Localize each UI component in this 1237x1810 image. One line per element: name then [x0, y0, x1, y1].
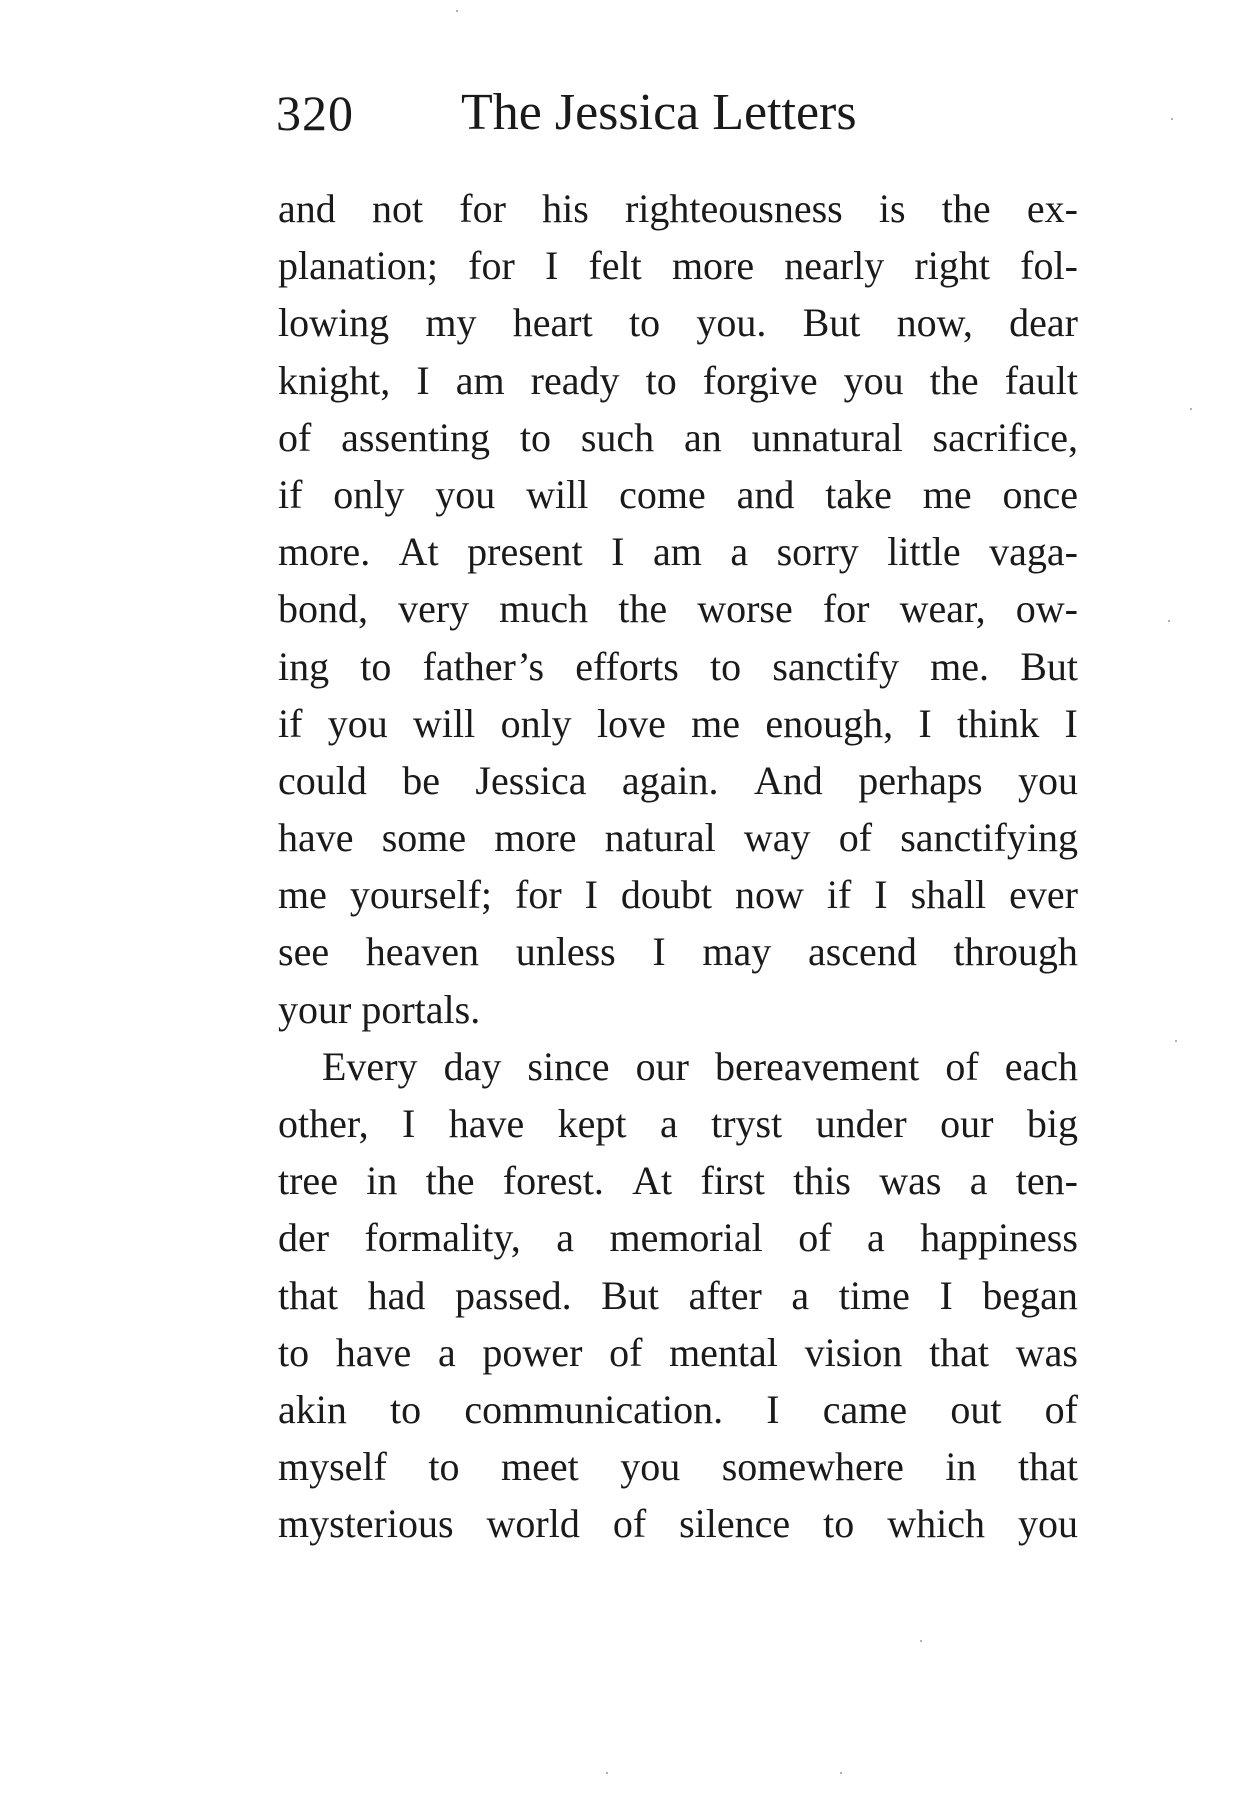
word: ten- — [1015, 1158, 1078, 1204]
word: unnatural — [751, 414, 903, 460]
word: very — [398, 586, 470, 632]
word: for — [468, 243, 515, 289]
word: to — [278, 1329, 310, 1375]
word: natural — [604, 815, 716, 861]
word: sanctify — [772, 643, 899, 689]
text-line — [278, 180, 1078, 237]
word: and — [736, 471, 795, 517]
paper-speck — [1171, 118, 1173, 120]
text-line — [278, 866, 1078, 923]
word: But — [802, 300, 861, 346]
word: of — [609, 1329, 643, 1375]
word: came — [822, 1386, 908, 1432]
text-line — [278, 1209, 1078, 1266]
word: nearly — [784, 243, 885, 289]
word: planation; — [278, 243, 438, 289]
word: to — [710, 643, 742, 689]
word: now, — [896, 300, 973, 346]
word: bereavement — [714, 1043, 920, 1089]
word: At — [398, 529, 439, 575]
word: the — [618, 586, 668, 632]
page-number: 320 — [276, 85, 354, 141]
word: I — [939, 1272, 953, 1318]
word: father’s — [422, 643, 545, 689]
word: heaven — [365, 929, 480, 975]
text-line — [278, 1324, 1078, 1381]
word: der — [278, 1215, 330, 1261]
word: only — [500, 700, 572, 746]
word: after — [688, 1272, 762, 1318]
word: doubt — [620, 872, 713, 918]
word: if — [826, 872, 852, 918]
word: the — [941, 186, 991, 231]
text-line — [278, 809, 1078, 866]
word: ascend — [807, 929, 917, 975]
word: was — [879, 1158, 942, 1204]
word: you — [620, 1444, 681, 1490]
word: At — [632, 1158, 673, 1204]
text-line-paragraph-start — [278, 1038, 1078, 1095]
word: have — [448, 1101, 525, 1146]
word: wear, — [899, 586, 986, 632]
word: dear — [1009, 300, 1078, 346]
word: of — [1044, 1386, 1078, 1432]
word: you — [1017, 757, 1078, 803]
word: mental — [669, 1329, 778, 1375]
word: was — [1015, 1329, 1078, 1375]
word: am — [652, 529, 702, 575]
word: me — [922, 471, 972, 517]
word: to — [628, 300, 661, 346]
text-line-paragraph-end: your portals. — [278, 986, 481, 1032]
word: ready — [530, 357, 620, 403]
text-line — [278, 1438, 1078, 1495]
word: yourself; — [349, 872, 493, 918]
text-line — [278, 752, 1078, 809]
page-header — [276, 78, 1076, 148]
word: a — [437, 1329, 456, 1375]
word: through — [953, 929, 1078, 975]
word: more — [671, 243, 755, 289]
word: Every — [322, 1043, 418, 1089]
word: shall — [910, 872, 987, 918]
text-line — [278, 1267, 1078, 1324]
text-line — [278, 1495, 1078, 1552]
paper-speck — [1175, 1040, 1177, 1042]
word: bond, — [278, 586, 368, 632]
word: of — [798, 1215, 832, 1261]
word: have — [278, 815, 354, 861]
word: assenting — [341, 414, 491, 460]
word: our — [635, 1043, 689, 1089]
word: some — [381, 815, 467, 861]
word: of — [945, 1043, 979, 1089]
word: righteousness — [624, 186, 843, 231]
word: lowing — [278, 300, 390, 346]
word: fault — [1004, 357, 1078, 403]
word: a — [659, 1101, 678, 1146]
word: this — [793, 1158, 851, 1204]
word: see — [278, 929, 330, 975]
word: out — [950, 1386, 1002, 1432]
word: myself — [278, 1444, 387, 1490]
word: the — [929, 357, 979, 403]
word: heart — [512, 300, 593, 346]
text-line — [278, 466, 1078, 523]
word: a — [556, 1215, 574, 1261]
word: I — [611, 529, 625, 575]
text-line — [278, 1152, 1078, 1209]
word: will — [413, 700, 476, 746]
word: kept — [557, 1101, 627, 1146]
word: tree — [278, 1158, 338, 1204]
paper-speck — [456, 10, 458, 12]
word: of — [838, 815, 873, 861]
word: had — [367, 1272, 426, 1318]
word: if — [278, 471, 303, 517]
text-line — [278, 523, 1078, 580]
word: come — [619, 471, 706, 517]
word: began — [982, 1272, 1078, 1318]
word: efforts — [575, 643, 679, 689]
text-line — [278, 638, 1078, 695]
word: a — [791, 1272, 810, 1318]
text-line — [278, 294, 1078, 351]
word: to — [428, 1444, 460, 1490]
word: unless — [515, 929, 616, 975]
word: And — [753, 757, 823, 803]
text-line — [278, 237, 1078, 294]
word: be — [402, 757, 441, 803]
word: and — [278, 186, 336, 231]
word: time — [838, 1272, 910, 1318]
word: power — [482, 1329, 583, 1375]
word: tryst — [711, 1101, 783, 1146]
word: to — [823, 1501, 855, 1547]
word: a — [969, 1158, 988, 1204]
word: to — [390, 1386, 422, 1432]
word: perhaps — [858, 757, 983, 803]
word: a — [866, 1215, 885, 1261]
text-line — [278, 352, 1078, 409]
word: you. — [696, 300, 767, 346]
word: will — [526, 471, 589, 517]
paper-speck — [1190, 408, 1192, 410]
word: ex- — [1026, 186, 1078, 231]
word: happiness — [920, 1215, 1078, 1261]
word: am — [455, 357, 505, 403]
word: fol- — [1020, 243, 1078, 289]
word: my — [425, 300, 477, 346]
word: big — [1026, 1101, 1078, 1146]
word: I — [1064, 700, 1078, 746]
word: our — [940, 1101, 994, 1146]
word: somewhere — [721, 1444, 904, 1490]
word: formality, — [364, 1215, 521, 1261]
word: have — [335, 1329, 412, 1375]
word: in — [366, 1158, 398, 1204]
word: ever — [1009, 872, 1078, 918]
word: sanctifying — [900, 815, 1078, 861]
word: take — [825, 471, 892, 517]
paper-speck — [606, 1772, 608, 1774]
word: the — [425, 1158, 475, 1204]
paper-speck — [920, 1640, 922, 1642]
word: ow- — [1015, 586, 1078, 632]
word: an — [684, 414, 722, 460]
word: is — [878, 186, 906, 231]
word: of — [612, 1501, 647, 1547]
word: world — [486, 1501, 580, 1547]
word: I — [402, 1101, 416, 1146]
word: for — [459, 186, 506, 231]
word: love — [596, 700, 666, 746]
word: But — [1020, 643, 1078, 689]
word: me — [278, 872, 327, 918]
word: forest. — [502, 1158, 604, 1204]
word: first — [700, 1158, 765, 1204]
word: I — [766, 1386, 780, 1432]
word: which — [887, 1501, 985, 1547]
word: mysterious — [278, 1501, 454, 1547]
word: much — [499, 586, 589, 632]
word: to — [360, 643, 392, 689]
word: I — [918, 700, 932, 746]
text-line — [278, 409, 1078, 466]
word: present — [467, 529, 583, 575]
word: that — [929, 1329, 990, 1375]
word: vaga- — [989, 529, 1078, 575]
word: you — [435, 471, 496, 517]
word: other, — [278, 1101, 369, 1146]
word: more — [494, 815, 577, 861]
word: if — [278, 700, 303, 746]
word: right — [914, 243, 990, 289]
running-title: The Jessica Letters — [461, 84, 857, 141]
word: akin — [278, 1386, 347, 1432]
paper-speck — [840, 1772, 842, 1774]
text-line — [278, 695, 1078, 752]
word: each — [1004, 1043, 1078, 1089]
word: again. — [621, 757, 719, 803]
word: his — [542, 186, 589, 231]
word: But — [601, 1272, 659, 1318]
word: for — [822, 586, 870, 632]
word: day — [443, 1043, 502, 1089]
word: felt — [588, 243, 642, 289]
word: you — [327, 700, 388, 746]
word: since — [527, 1043, 610, 1089]
paper-speck — [1168, 620, 1170, 622]
text-line — [278, 1095, 1078, 1152]
word: meet — [501, 1444, 579, 1490]
word: that — [1018, 1444, 1078, 1490]
word: way — [743, 815, 811, 861]
word: I — [544, 243, 559, 289]
word: to — [645, 357, 677, 403]
word: once — [1002, 471, 1078, 517]
word: to — [519, 414, 552, 460]
text-line — [278, 923, 1078, 980]
text-line — [278, 1381, 1078, 1438]
word: silence — [679, 1501, 791, 1547]
word: sorry — [776, 529, 859, 575]
word: I — [652, 929, 666, 975]
word: of — [278, 414, 312, 460]
word: think — [957, 700, 1040, 746]
word: such — [580, 414, 655, 460]
word: I — [874, 872, 888, 918]
word: Jessica — [475, 757, 587, 803]
word: not — [371, 186, 424, 231]
word: I — [584, 872, 598, 918]
word: in — [945, 1444, 977, 1490]
word: me. — [930, 643, 990, 689]
word: more. — [278, 529, 371, 575]
word: I — [416, 357, 430, 403]
word: could — [278, 757, 367, 803]
word: passed. — [454, 1272, 572, 1318]
word: a — [730, 529, 749, 575]
word: you — [1017, 1501, 1078, 1547]
word: for — [515, 872, 562, 918]
word: you — [843, 357, 904, 403]
word: communication. — [464, 1386, 724, 1432]
word: worse — [697, 586, 793, 632]
word: may — [702, 929, 772, 975]
word: little — [887, 529, 961, 575]
word: me — [691, 700, 741, 746]
word: enough, — [765, 700, 894, 746]
word: sacrifice, — [932, 414, 1078, 460]
word: ing — [278, 643, 330, 689]
word: under — [815, 1101, 907, 1146]
word: forgive — [702, 357, 818, 403]
word: only — [333, 471, 405, 517]
word: now — [735, 872, 804, 918]
text-line — [278, 580, 1078, 637]
word: knight, — [278, 357, 391, 403]
word: vision — [804, 1329, 903, 1375]
body-text — [278, 180, 1078, 1553]
word: that — [278, 1272, 338, 1318]
word: memorial — [609, 1215, 763, 1261]
